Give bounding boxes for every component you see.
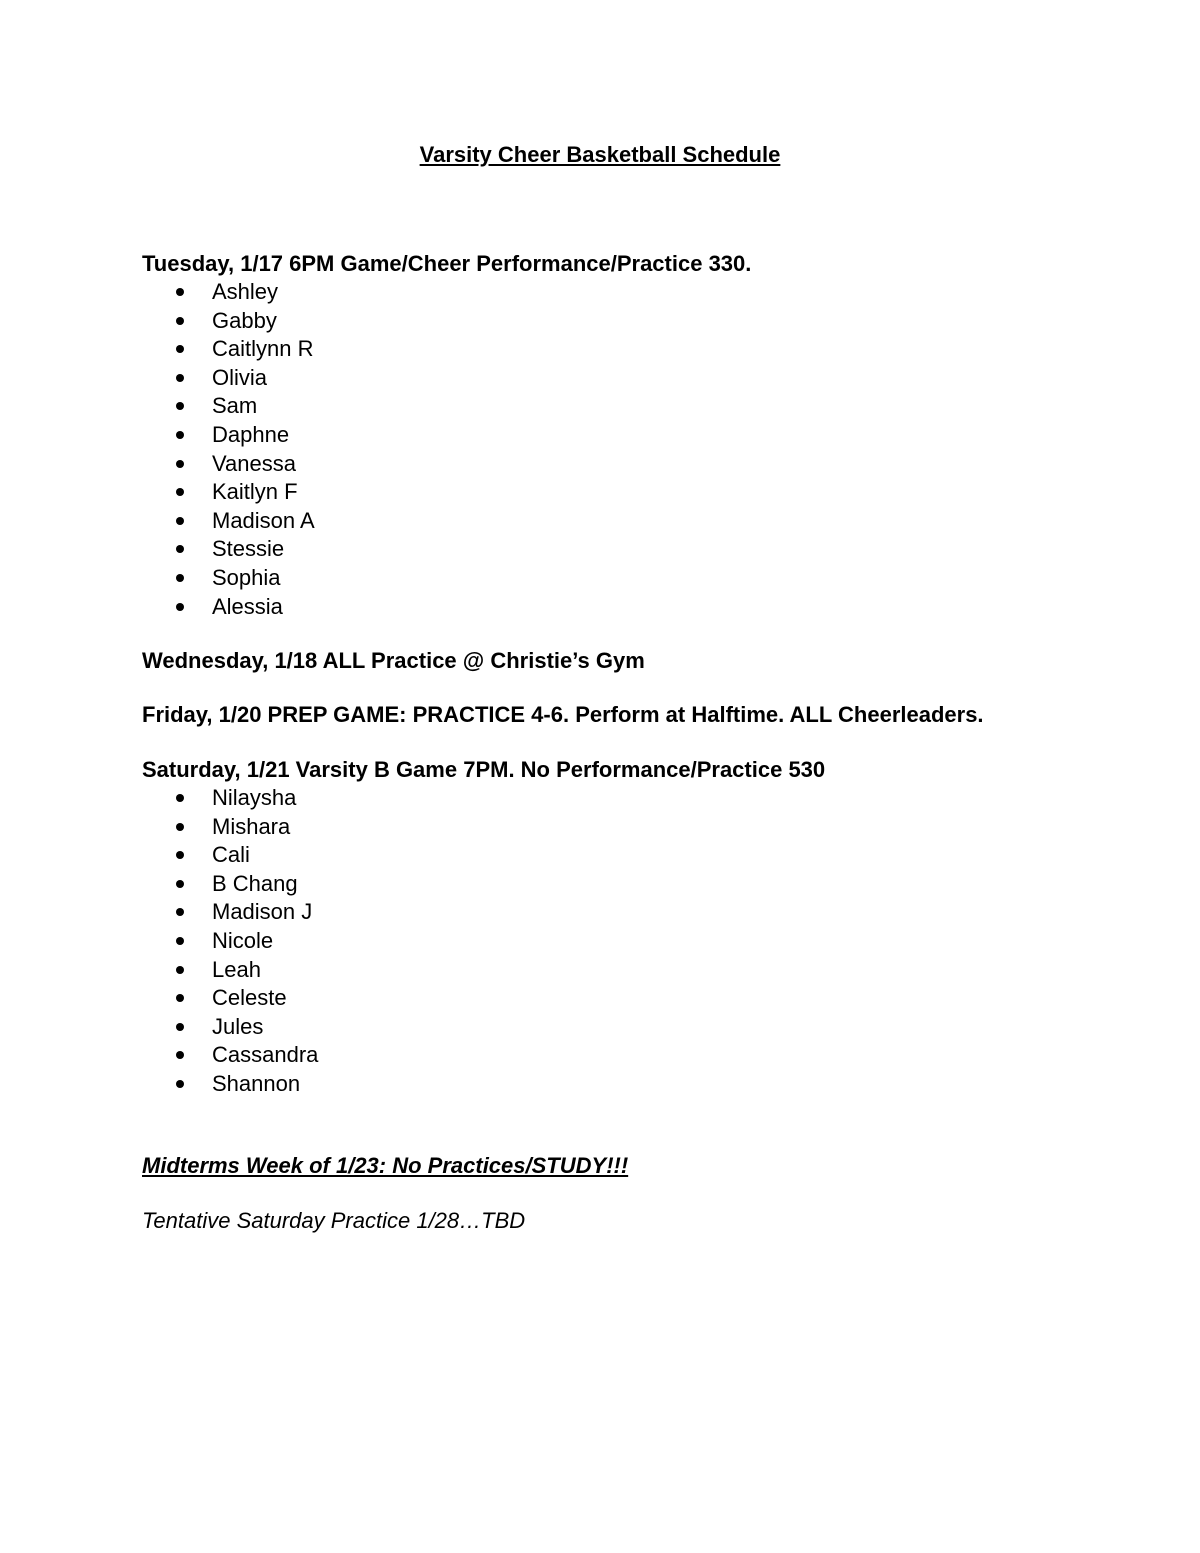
roster-name: Madison A — [212, 507, 315, 533]
bullet-icon — [176, 908, 184, 916]
bullet-icon — [176, 1051, 184, 1059]
list-item — [142, 364, 315, 393]
list-item — [142, 841, 318, 870]
roster-name: Cassandra — [212, 1042, 319, 1068]
roster-name: Caitlynn R — [212, 336, 314, 362]
list-item — [142, 1013, 318, 1042]
list-item — [142, 784, 318, 813]
bullet-icon — [176, 517, 184, 525]
list-item — [142, 593, 315, 622]
roster-name: Nicole — [212, 927, 274, 953]
bullet-icon — [176, 851, 184, 859]
roster-name: Olivia — [212, 364, 268, 390]
bullet-icon — [176, 603, 184, 611]
roster-name: Cali — [212, 842, 250, 868]
list-item — [142, 956, 318, 985]
list-item — [142, 335, 315, 364]
bullet-icon — [176, 1023, 184, 1031]
roster-name: Shannon — [212, 1070, 301, 1096]
page-title: Varsity Cheer Basketball Schedule — [419, 142, 781, 167]
list-item — [142, 278, 315, 307]
list-item — [142, 813, 318, 842]
list-item — [142, 421, 315, 450]
bullet-icon — [176, 1080, 184, 1088]
midterms-notice: Midterms Week of 1/23: No Practices/STUDY!!! — [142, 1153, 629, 1178]
roster-name: Daphne — [212, 421, 290, 447]
roster-name: Leah — [212, 956, 261, 982]
list-item — [142, 564, 315, 593]
bullet-icon — [176, 880, 184, 888]
roster-name: Gabby — [212, 307, 277, 333]
roster-name: Celeste — [212, 985, 287, 1011]
bullet-icon — [176, 460, 184, 468]
friday-heading: Friday, 1/20 PREP GAME: PRACTICE 4-6. Perform at Halftime. ALL Cheerleaders. — [142, 702, 984, 727]
list-item — [142, 478, 315, 507]
bullet-icon — [176, 794, 184, 802]
roster-name: Nilaysha — [212, 785, 297, 810]
bullet-icon — [176, 288, 184, 296]
list-item — [142, 507, 315, 536]
list-item — [142, 927, 318, 956]
roster-name: Jules — [212, 1013, 264, 1039]
list-item — [142, 984, 318, 1013]
roster-name: Ashley — [212, 279, 279, 304]
saturday-heading: Saturday, 1/21 Varsity B Game 7PM. No Performance/Practice 530 — [142, 757, 826, 782]
list-item — [142, 1041, 318, 1070]
list-item — [142, 870, 318, 899]
list-item — [142, 450, 315, 479]
bullet-icon — [176, 345, 184, 353]
saturday-roster-list — [142, 784, 318, 1099]
tuesday-heading: Tuesday, 1/17 6PM Game/Cheer Performance/Practice 330. — [142, 251, 752, 276]
roster-name: Kaitlyn F — [212, 479, 298, 505]
roster-name: B Chang — [212, 870, 298, 896]
roster-name: Mishara — [212, 813, 291, 839]
list-item — [142, 307, 315, 336]
bullet-icon — [176, 937, 184, 945]
bullet-icon — [176, 574, 184, 582]
list-item — [142, 535, 315, 564]
wednesday-heading: Wednesday, 1/18 ALL Practice @ Christie’s Gym — [142, 648, 645, 673]
bullet-icon — [176, 488, 184, 496]
tuesday-roster-list — [142, 278, 315, 621]
bullet-icon — [176, 431, 184, 439]
bullet-icon — [176, 374, 184, 382]
bullet-icon — [176, 823, 184, 831]
roster-name: Sophia — [212, 564, 281, 590]
roster-name: Stessie — [212, 536, 285, 562]
roster-name: Alessia — [212, 593, 283, 619]
bullet-icon — [176, 545, 184, 553]
bullet-icon — [176, 994, 184, 1002]
bullet-icon — [176, 317, 184, 325]
bullet-icon — [176, 966, 184, 974]
list-item — [142, 898, 318, 927]
bullet-icon — [176, 402, 184, 410]
roster-name: Vanessa — [212, 450, 296, 476]
list-item — [142, 1070, 318, 1099]
roster-name: Madison J — [212, 899, 313, 925]
roster-name: Sam — [212, 393, 258, 419]
list-item — [142, 392, 315, 421]
tentative-practice-note: Tentative Saturday Practice 1/28…TBD — [142, 1208, 526, 1233]
